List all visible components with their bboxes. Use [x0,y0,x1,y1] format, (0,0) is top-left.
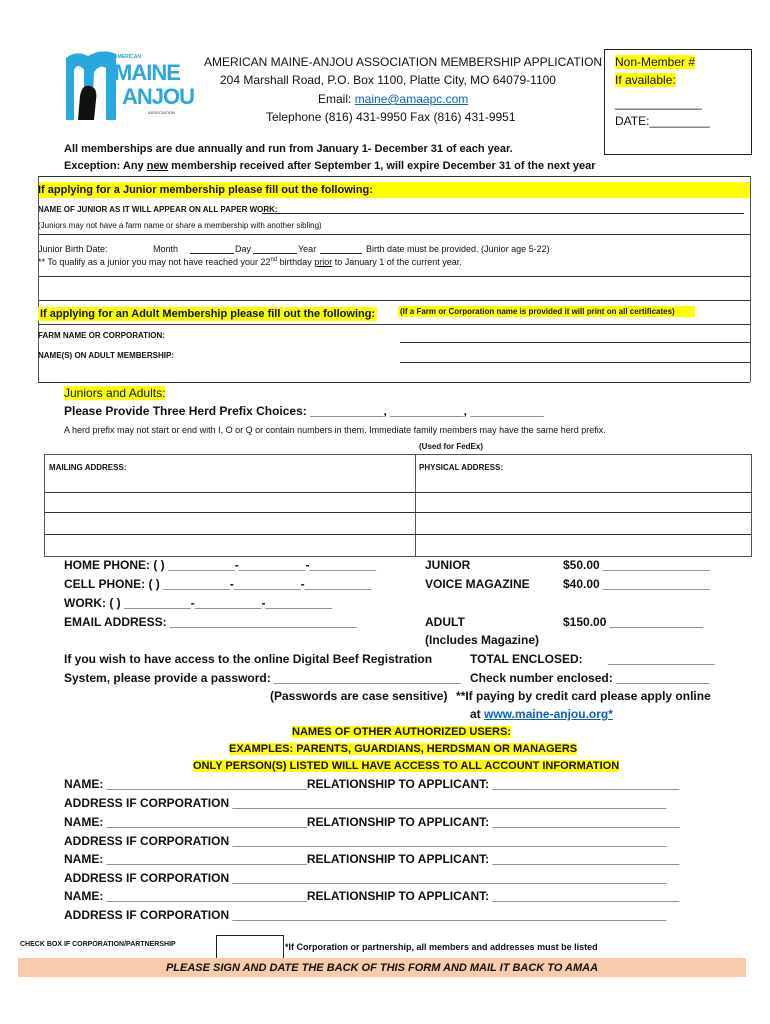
junior-name-note: (Juniors may not have a farm name or share a membership with another sibling) [38,221,322,230]
junior-day-label: Day [235,244,252,254]
authorized-heading: NAMES OF OTHER AUTHORIZED USERS: [292,726,511,738]
email-address-field[interactable]: EMAIL ADDRESS: ____________________________ [64,615,357,629]
authorized-address-1[interactable]: ADDRESS IF CORPORATION _________________________________________________________________ [64,796,667,810]
logo-maine: MAINE [114,60,180,85]
password-note: (Passwords are case sensitive) [270,689,448,703]
total-enclosed-label: TOTAL ENCLOSED: [470,652,583,666]
corporation-checkbox[interactable] [216,935,284,959]
password-intro: If you wish to have access to the online Digital Beef Registration [64,652,433,666]
header-title: AMERICAN MAINE-ANJOU ASSOCIATION MEMBERSHIP APPLICATION [204,55,603,69]
junior-month-field[interactable] [190,244,234,254]
voice-fee-field[interactable]: $40.00 ________________ [563,577,710,591]
authorized-address-4[interactable]: ADDRESS IF CORPORATION _________________________________________________________________ [64,908,667,922]
physical-address-field[interactable] [416,492,749,554]
logo-american: AMERICAN [114,54,141,60]
physical-address-label: PHYSICAL ADDRESS: [419,463,504,472]
junior-year-field[interactable] [320,244,362,254]
corporation-note: *If Corporation or partnership, all members and addresses must be listed [285,942,598,952]
authorized-name-3[interactable]: NAME: ______________________________RELATIONSHIP TO APPLICANT: ____________________________ [64,852,680,866]
adult-note: (If a Farm or Corporation name is provided it will print on all certificates) [398,306,695,317]
junior-name-field[interactable] [262,204,744,214]
email-label: Email: [318,92,355,106]
website-line: at www.maine-anjou.org* [470,707,613,721]
includes-magazine: (Includes Magazine) [425,633,540,647]
authorized-address-3[interactable]: ADDRESS IF CORPORATION _________________________________________________________________ [64,871,667,885]
junior-day-field[interactable] [253,244,297,254]
junior-fee-label: JUNIOR [425,558,471,572]
junior-fee-field[interactable]: $50.00 ________________ [563,558,710,572]
farm-name-field[interactable] [400,342,750,343]
email-link[interactable]: maine@amaapc.com [354,92,469,106]
nonmember-number-field[interactable]: _____________ [615,96,702,110]
authorized-name-1[interactable]: NAME: ______________________________RELATIONSHIP TO APPLICANT: ____________________________ [64,777,680,791]
logo-association: ASSOCIATION [148,110,176,115]
voice-fee-label: VOICE MAGAZINE [425,577,530,591]
fedex-note: (Used for FedEx) [419,442,484,451]
corporation-checkbox-label: CHECK BOX IF CORPORATION/PARTNERSHIP [20,941,176,948]
prefix-heading: Juniors and Adults: [64,386,166,400]
adult-names-field[interactable] [400,362,750,363]
header-email [318,92,468,106]
membership-notice-1: All memberships are due annually and run from January 1- December 31 of each year. [64,143,513,155]
authorized-name-2[interactable]: NAME: ______________________________RELATIONSHIP TO APPLICANT: ____________________________ [64,815,680,829]
adult-heading: If applying for an Adult Membership please fill out the following: [40,308,376,320]
mail-back-banner [18,958,746,977]
logo-anjou: ANJOU [122,84,195,109]
logo-silhouette-icon [62,46,122,124]
credit-card-note: **If paying by credit card please apply online [456,689,711,703]
junior-year-label: Year [298,244,317,254]
farm-name-label: FARM NAME OR CORPORATION: [38,331,165,340]
association-logo [62,46,202,126]
nonmember-if-available: If available: [615,73,676,87]
junior-birth-note: Birth date must be provided. (Junior age 5-22) [366,244,550,254]
adult-fee-label: ADULT [425,615,465,629]
junior-qualify-note: ** To qualify as a junior you may not have reached your 22nd birthday prior to January 1 of the current year. [38,257,462,267]
authorized-examples: EXAMPLES: PARENTS, GUARDIANS, HERDSMAN OR MANAGERS [229,743,578,755]
adult-names-label: NAME(S) ON ADULT MEMBERSHIP: [38,351,174,360]
cell-phone-field[interactable]: CELL PHONE: ( ) __________-__________-__________ [64,577,372,591]
nonmember-date-field[interactable]: DATE:_________ [615,114,710,128]
website-link[interactable]: www.maine-anjou.org* [484,707,613,721]
prefix-note: A herd prefix may not start or end with I, O or Q or contain numbers in them. Immediate family members may have the same herd prefix. [64,425,606,435]
check-number-field[interactable]: Check number enclosed: ______________ [470,671,710,685]
password-field[interactable]: System, please provide a password: ____________________________ [64,671,461,685]
header-address: 204 Marshall Road, P.O. Box 1100, Platte City, MO 64079-1100 [220,73,556,87]
adult-fee-field[interactable]: $150.00 ______________ [563,615,704,629]
home-phone-field[interactable]: HOME PHONE: ( ) __________-__________-__________ [64,558,377,572]
junior-birth-date-label: Junior Birth Date: [38,244,108,254]
work-phone-field[interactable]: WORK: ( ) __________-__________-__________ [64,596,333,610]
authorized-access-note: ONLY PERSON(S) LISTED WILL HAVE ACCESS TO ALL ACCOUNT INFORMATION [193,760,620,772]
junior-month-label: Month [153,244,179,254]
prefix-choices[interactable]: Please Provide Three Herd Prefix Choices: ___________, ___________, ___________ [64,404,544,418]
membership-notice-2: Exception: Any new membership received after September 1, will expire December 31 of the next year [64,160,596,172]
header-phone: Telephone (816) 431-9950 Fax (816) 431-9951 [266,110,516,124]
nonmember-number-label: Non-Member # [615,55,696,69]
junior-name-label: NAME OF JUNIOR AS IT WILL APPEAR ON ALL PAPER WORK: [38,205,278,214]
mailing-address-label: MAILING ADDRESS: [49,463,127,472]
mail-back-banner-text: PLEASE SIGN AND DATE THE BACK OF THIS FORM AND MAIL IT BACK TO AMAA [165,962,599,974]
authorized-address-2[interactable]: ADDRESS IF CORPORATION _________________________________________________________________ [64,834,667,848]
junior-heading: If applying for a Junior membership please fill out the following: [38,182,750,198]
total-enclosed-field[interactable]: ________________ [608,652,715,666]
authorized-name-4[interactable]: NAME: ______________________________RELATIONSHIP TO APPLICANT: ____________________________ [64,889,680,903]
mailing-address-field[interactable] [45,492,413,554]
